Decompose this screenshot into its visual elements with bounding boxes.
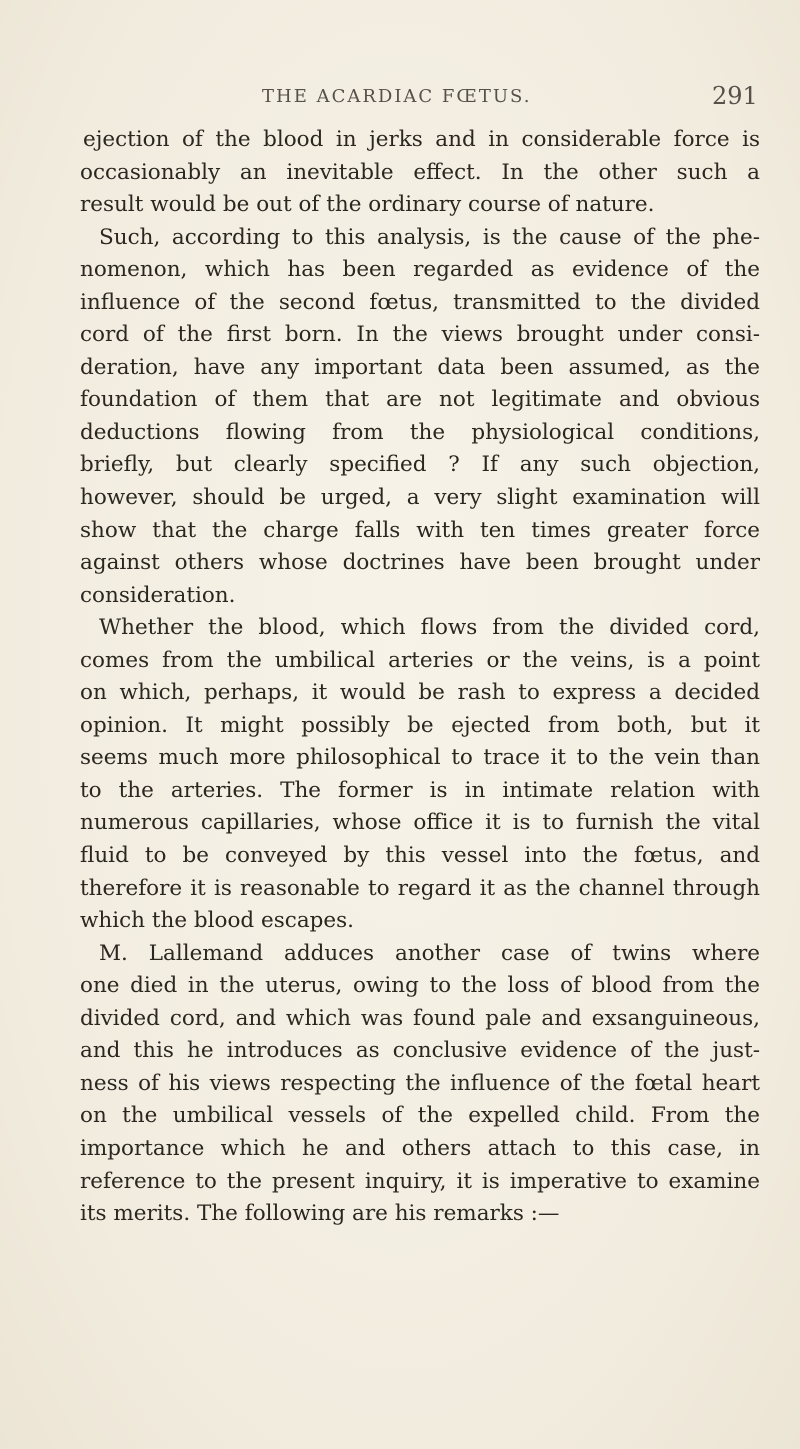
text-line: deration, have any important data been assumed, as the (80, 354, 760, 380)
text-line: its merits. The following are his remarks :— (80, 1201, 560, 1227)
text-line: show that the charge falls with ten times greater force (80, 517, 760, 543)
text-line: and this he introduces as conclusive evidence of the just- (80, 1038, 760, 1064)
text-line: however, should be urged, a very slight examination will (80, 485, 760, 511)
text-line: result would be out of the ordinary course of nature. (80, 192, 655, 218)
page-number: 291 (712, 82, 758, 110)
text-line: Such, according to this analysis, is the cause of the phe- (99, 224, 760, 250)
text-line: one died in the uterus, owing to the loss of blood from the (80, 973, 760, 999)
text-line: foundation of them that are not legitimate and obvious (80, 387, 760, 413)
text-line: reference to the present inquiry, it is imperative to examine (80, 1168, 760, 1194)
text-line: influence of the second fœtus, transmitted to the divided (80, 289, 760, 315)
text-line: on the umbilical vessels of the expelled child. From the (80, 1103, 760, 1129)
text-line: importance which he and others attach to this case, in (80, 1135, 760, 1161)
text-line: which the blood escapes. (80, 908, 354, 934)
text-line: on which, perhaps, it would be rash to express a decided (80, 680, 760, 706)
text-line: nomenon, which has been regarded as evidence of the (80, 257, 760, 283)
text-line: cord of the first born. In the views brought under consi- (80, 322, 760, 348)
text-line: Whether the blood, which flows from the divided cord, (99, 615, 760, 641)
text-line: to the arteries. The former is in intimate relation with (80, 777, 760, 803)
text-line: occasionably an inevitable effect. In the other such a (80, 159, 760, 185)
text-line: divided cord, and which was found pale and exsanguineous, (80, 1005, 760, 1031)
body-text (80, 124, 760, 1231)
text-line: therefore it is reasonable to regard it as the channel through (80, 875, 760, 901)
text-line: deductions flowing from the physiological conditions, (80, 419, 760, 445)
text-line: briefly, but clearly specified ? If any such objection, (80, 452, 760, 478)
text-line: ejection of the blood in jerks and in considerable force is (83, 127, 760, 152)
text-line: M. Lallemand adduces another case of twins where (99, 940, 760, 966)
text-line: seems much more philosophical to trace it to the vein than (80, 745, 760, 771)
text-line: opinion. It might possibly be ejected from both, but it (80, 712, 760, 738)
text-line: ness of his views respecting the influence of the fœtal heart (80, 1070, 760, 1096)
text-line: consideration. (80, 582, 236, 608)
text-line: fluid to be conveyed by this vessel into the fœtus, and (80, 843, 760, 869)
text-line: against others whose doctrines have been brought under (80, 550, 760, 576)
running-head: THE ACARDIAC FŒTUS. (262, 86, 532, 107)
text-line: numerous capillaries, whose office it is to furnish the vital (80, 810, 760, 836)
page-header (0, 82, 800, 116)
text-line: comes from the umbilical arteries or the veins, is a point (80, 647, 760, 673)
